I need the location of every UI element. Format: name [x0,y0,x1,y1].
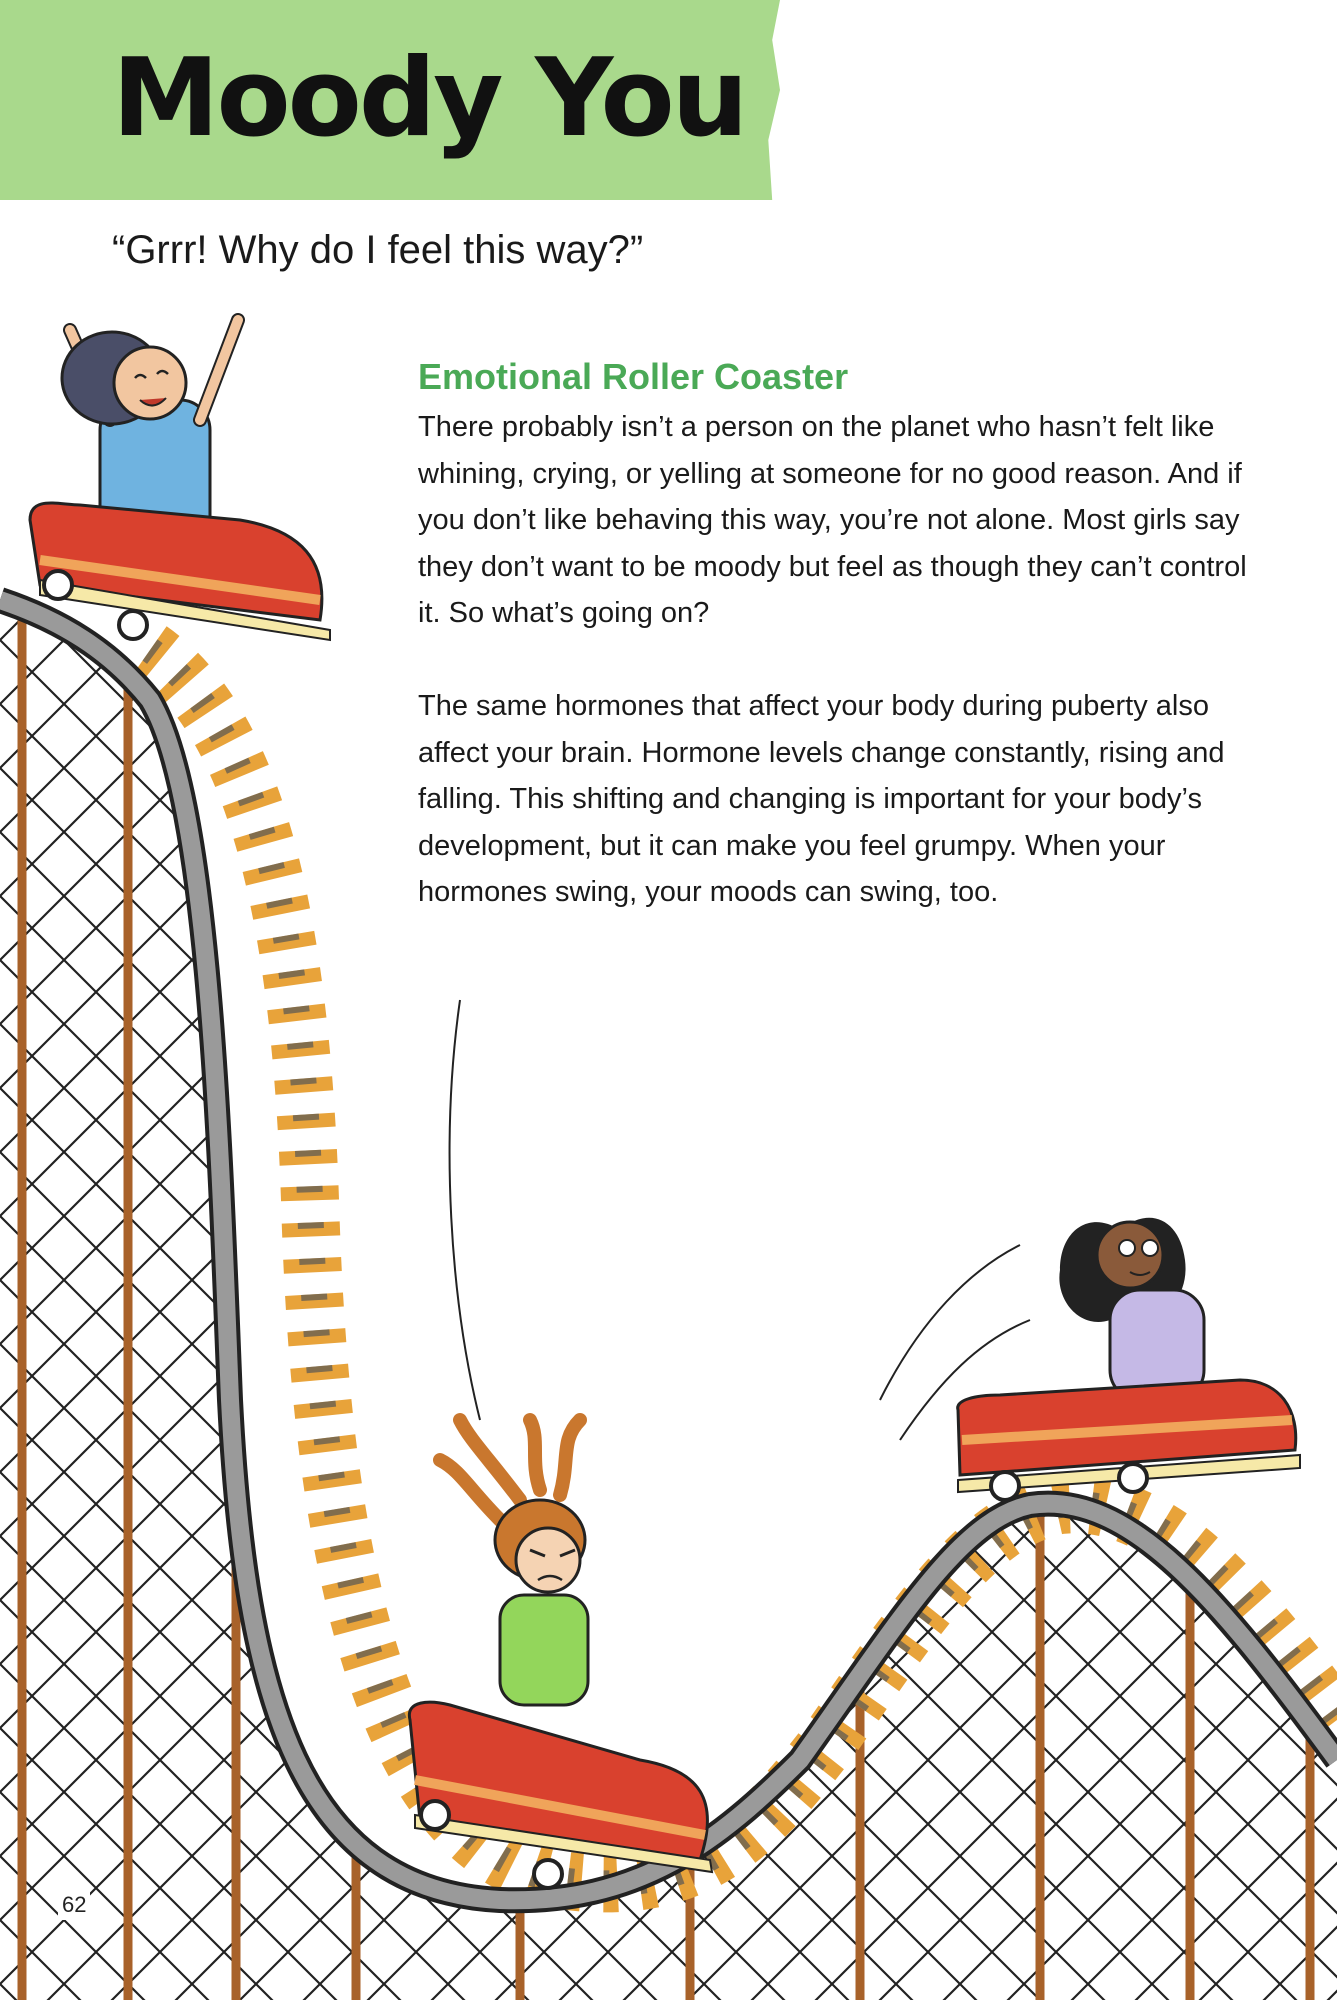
top-car-happy-girl [30,320,330,640]
right-car-calm-girl [958,1218,1300,1500]
page-title: Moody You [112,36,746,161]
page-subtitle-quote: “Grrr! Why do I feel this way?” [112,228,644,272]
paragraph-2: The same hormones that affect your body during puberty also affect your brain. Hormone levels change constantly, rising and falling. This shifting and changing is important for your body’s development, but it can make you feel grumpy. When your hormones swing, your moods can swing, too. [418,690,1225,908]
section-heading: Emotional Roller Coaster [418,356,849,397]
paragraph-1: There probably isn’t a person on the planet who hasn’t felt like whining, crying, or yelling at someone for no good reason. And if you don’t like behaving this way, you’re not alone. Most girls say they don’t want to be moody but feel as though they can’t control it. So what’s going on? [418,411,1247,629]
bottom-car-grumpy-girl [409,1420,712,1888]
page-number: 62 [58,1890,90,1920]
